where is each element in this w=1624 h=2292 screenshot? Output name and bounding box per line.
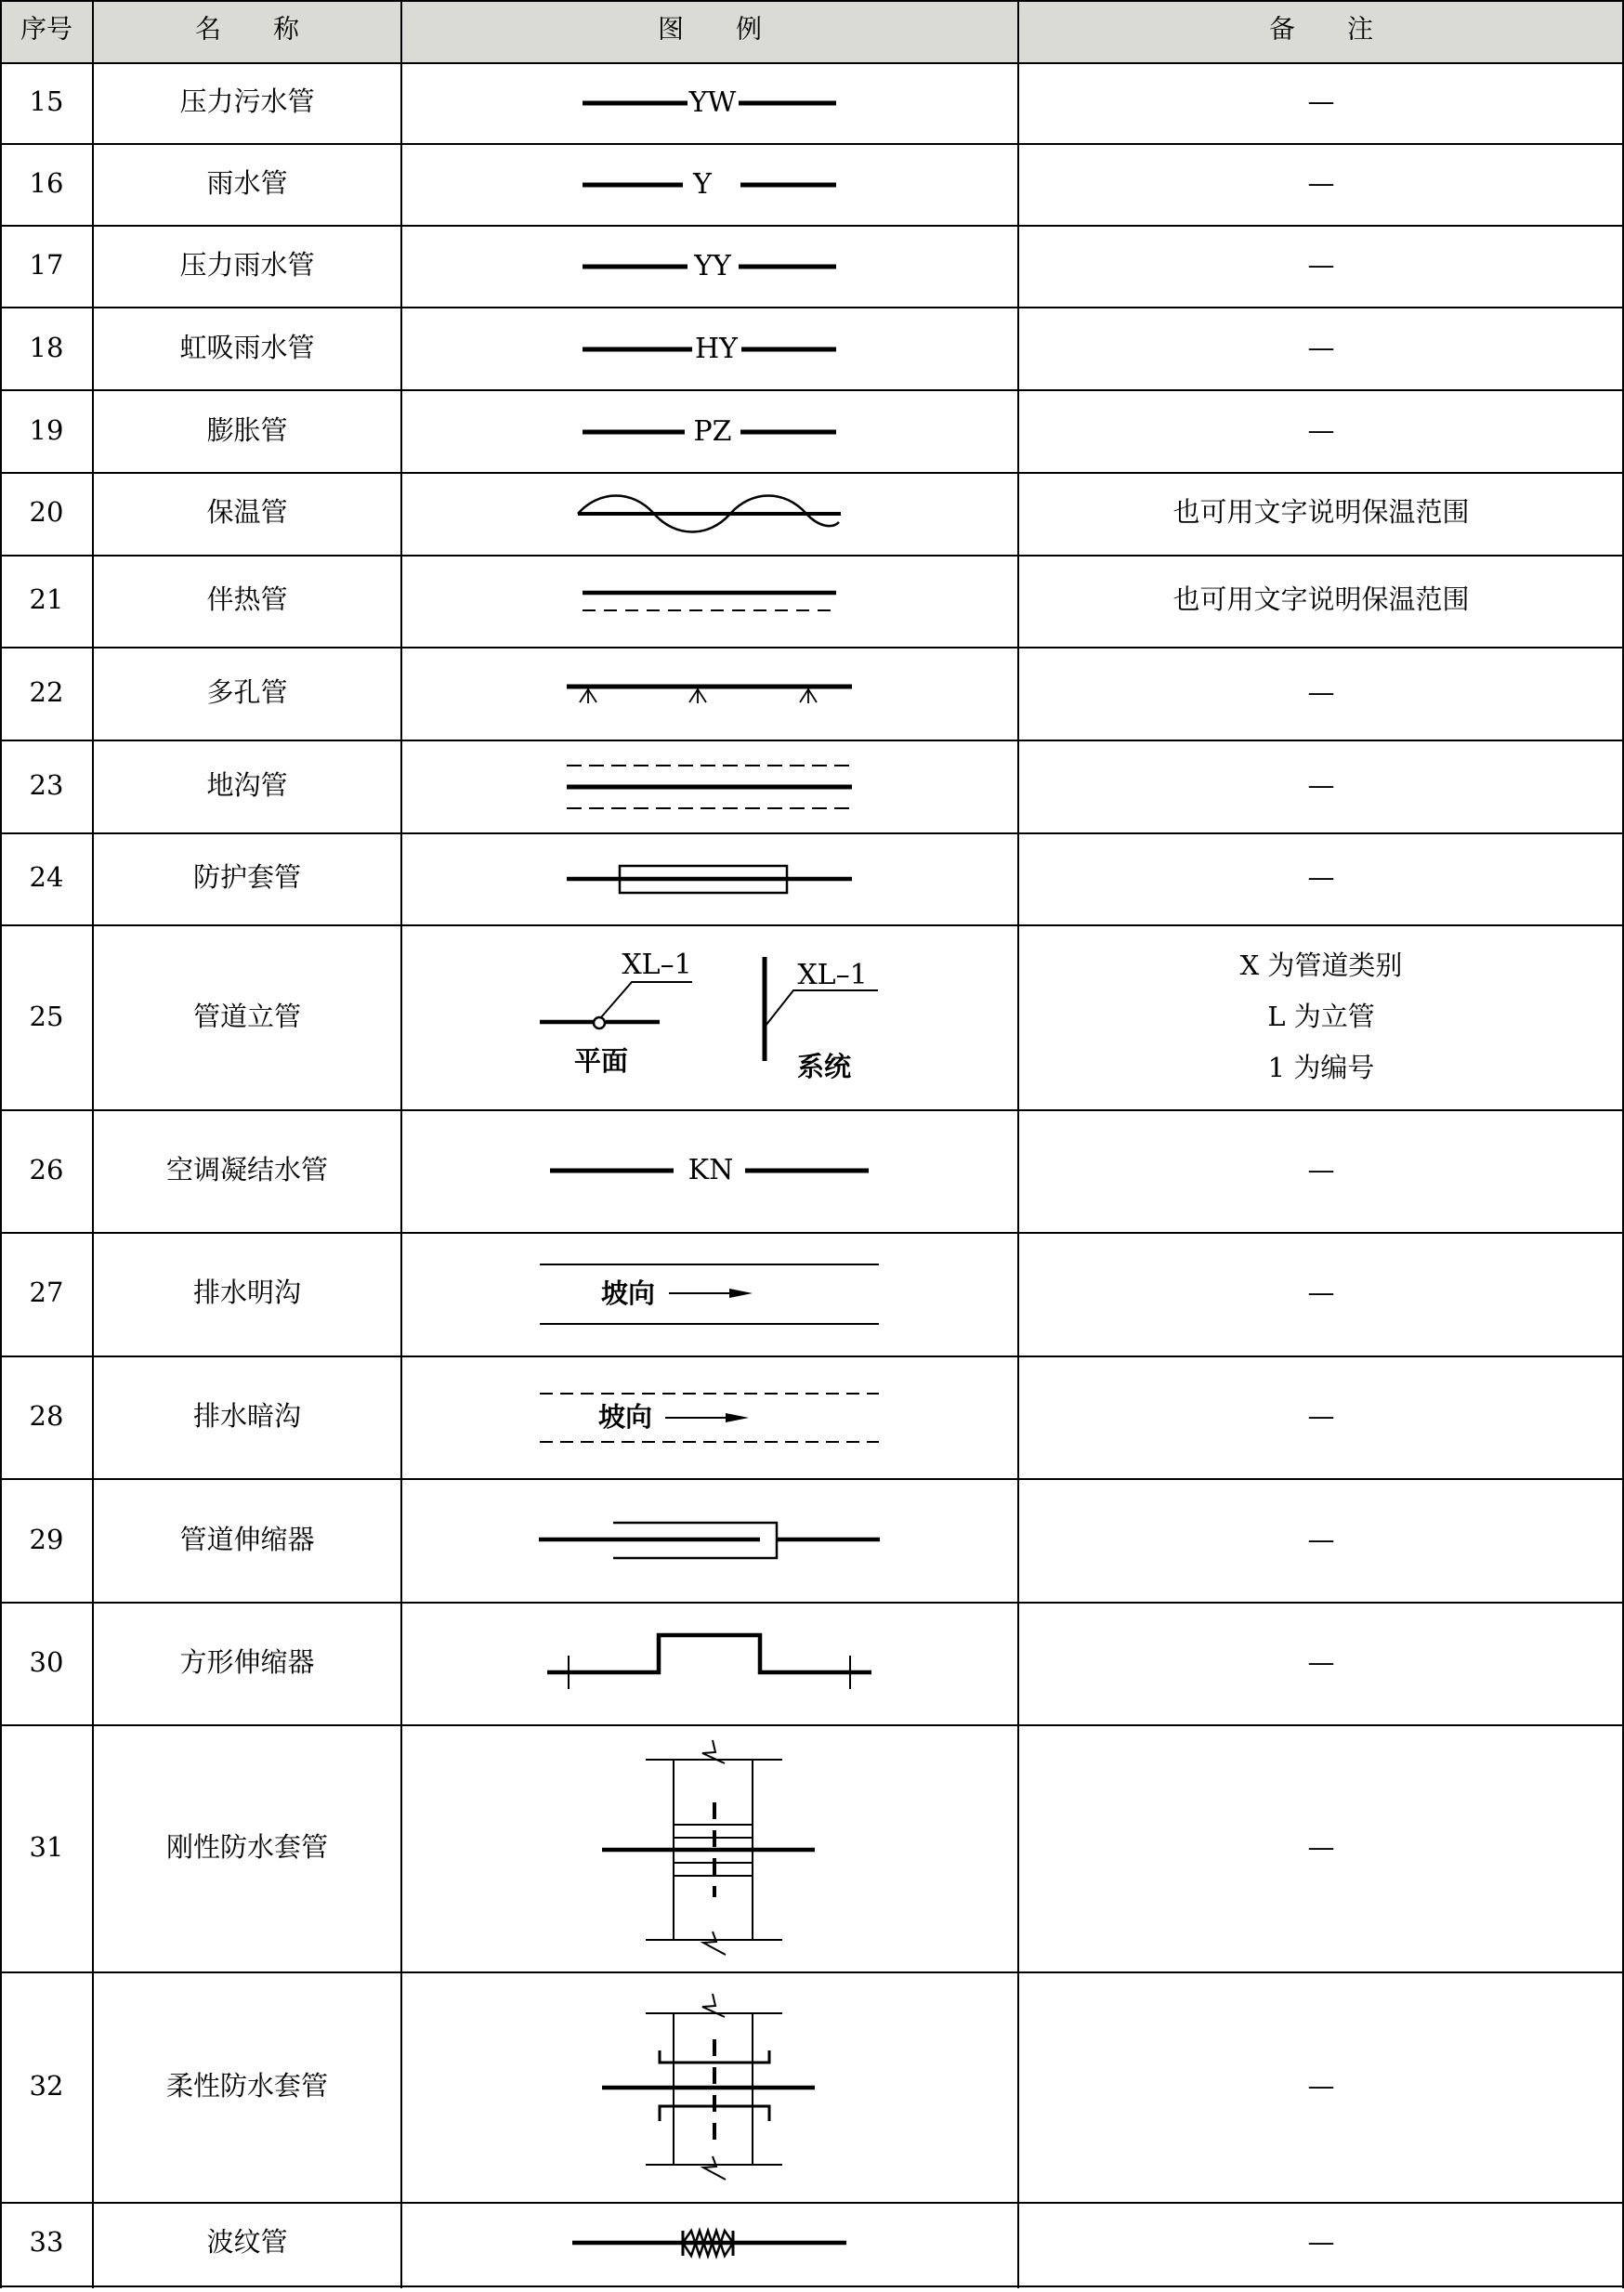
row-30-no: 30 bbox=[29, 1646, 64, 1678]
row-27-remark: — bbox=[1307, 1277, 1335, 1308]
symbol-caption-plan: 平面 bbox=[573, 1045, 629, 1077]
row-28-remark: — bbox=[1307, 1400, 1335, 1432]
row-23-name: 地沟管 bbox=[206, 769, 288, 801]
row-16-name: 雨水管 bbox=[206, 167, 288, 199]
row-30-remark: — bbox=[1307, 1646, 1335, 1678]
symbol-open-drain bbox=[540, 1264, 879, 1324]
symbol-heat-traced-pipe bbox=[583, 593, 836, 610]
symbol-label-hy: HY bbox=[695, 333, 738, 365]
row-25-name: 管道立管 bbox=[192, 1001, 302, 1032]
row-21-name: 伴热管 bbox=[206, 583, 288, 615]
row-30-name: 方形伸缩器 bbox=[179, 1646, 315, 1678]
row-28-no: 28 bbox=[29, 1400, 64, 1432]
row-25-remark-line-3: 1 为编号 bbox=[1267, 1052, 1375, 1083]
row-27-no: 27 bbox=[29, 1277, 64, 1308]
symbol-label-plan-tag: XL–1 bbox=[622, 949, 692, 981]
row-26-remark: — bbox=[1307, 1154, 1335, 1185]
symbol-pipe-expansion-joint bbox=[539, 1522, 880, 1559]
symbol-rainwater-pipe bbox=[583, 168, 836, 201]
row-17-name: 压力雨水管 bbox=[179, 249, 315, 281]
header-remark: 备 注 bbox=[1268, 13, 1374, 45]
row-27-name: 排水明沟 bbox=[192, 1277, 302, 1308]
symbol-flexible-waterproof-sleeve bbox=[602, 1994, 815, 2180]
symbol-square-expansion-joint bbox=[547, 1635, 871, 1689]
row-31-name: 刚性防水套管 bbox=[165, 1831, 329, 1863]
row-29-remark: — bbox=[1307, 1524, 1335, 1555]
symbol-label-y: Y bbox=[693, 168, 712, 201]
row-32-no: 32 bbox=[29, 2070, 64, 2102]
header-legend: 图 例 bbox=[657, 13, 763, 45]
row-18-name: 虹吸雨水管 bbox=[179, 332, 315, 363]
row-25-remark-line-1: X 为管道类别 bbox=[1239, 950, 1403, 981]
symbol-condensate-pipe bbox=[550, 1154, 869, 1186]
row-15-no: 15 bbox=[29, 85, 64, 117]
row-20-remark: 也可用文字说明保温范围 bbox=[1172, 496, 1470, 528]
row-19-no: 19 bbox=[29, 414, 64, 446]
header-name: 名 称 bbox=[194, 13, 300, 45]
row-24-remark: — bbox=[1307, 861, 1335, 893]
row-25-remark-line-2: L 为立管 bbox=[1267, 1001, 1375, 1032]
symbol-riser-system bbox=[765, 957, 878, 1082]
symbol-label-yw: YW bbox=[688, 86, 737, 119]
symbol-corrugated-pipe bbox=[572, 2231, 846, 2256]
symbol-expansion-pipe bbox=[583, 415, 836, 448]
row-31-no: 31 bbox=[29, 1831, 64, 1863]
row-24-name: 防护套管 bbox=[192, 861, 302, 893]
row-33-name: 波纹管 bbox=[206, 2226, 288, 2258]
row-22-no: 22 bbox=[29, 676, 64, 708]
row-21-remark: 也可用文字说明保温范围 bbox=[1172, 583, 1470, 615]
row-25-no: 25 bbox=[29, 1001, 64, 1032]
row-32-remark: — bbox=[1307, 2070, 1335, 2102]
row-32-name: 柔性防水套管 bbox=[165, 2070, 329, 2102]
row-33-remark: — bbox=[1307, 2226, 1335, 2258]
header-no: 序号 bbox=[20, 13, 73, 45]
row-19-name: 膨胀管 bbox=[206, 414, 288, 446]
symbol-perforated-pipe bbox=[567, 687, 852, 703]
symbol-label-kn: KN bbox=[688, 1154, 734, 1186]
row-26-no: 26 bbox=[29, 1154, 64, 1185]
symbol-siphon-rainwater bbox=[583, 333, 836, 365]
symbol-riser-plan bbox=[540, 949, 692, 1077]
row-22-name: 多孔管 bbox=[206, 676, 288, 708]
row-17-remark: — bbox=[1307, 249, 1335, 281]
row-24-no: 24 bbox=[29, 861, 64, 893]
symbol-label-pz: PZ bbox=[693, 415, 732, 448]
row-21-no: 21 bbox=[29, 583, 64, 615]
row-33-no: 33 bbox=[29, 2226, 64, 2258]
symbol-insulated-pipe bbox=[578, 496, 841, 532]
symbol-label-yy: YY bbox=[694, 250, 731, 282]
row-19-remark: — bbox=[1307, 414, 1335, 446]
row-17-no: 17 bbox=[29, 249, 64, 281]
symbol-label-system-tag: XL–1 bbox=[797, 959, 868, 991]
row-29-name: 管道伸缩器 bbox=[179, 1524, 315, 1555]
row-18-no: 18 bbox=[29, 332, 64, 363]
row-23-no: 23 bbox=[29, 769, 64, 801]
row-31-remark: — bbox=[1307, 1831, 1335, 1863]
row-29-no: 29 bbox=[29, 1524, 64, 1555]
row-20-no: 20 bbox=[29, 496, 64, 528]
row-23-remark: — bbox=[1307, 769, 1335, 801]
symbol-covered-drain bbox=[540, 1394, 879, 1442]
row-18-remark: — bbox=[1307, 332, 1335, 363]
row-16-no: 16 bbox=[29, 167, 64, 199]
symbol-protective-casing bbox=[567, 866, 852, 893]
symbol-label-slope-open: 坡向 bbox=[600, 1277, 656, 1309]
row-28-name: 排水暗沟 bbox=[192, 1400, 302, 1432]
symbol-pressure-sewer bbox=[583, 86, 836, 119]
symbol-rigid-waterproof-sleeve bbox=[602, 1740, 815, 1955]
row-15-name: 压力污水管 bbox=[179, 85, 315, 117]
row-22-remark: — bbox=[1307, 676, 1335, 708]
symbol-label-slope-covered: 坡向 bbox=[597, 1401, 653, 1433]
row-26-name: 空调凝结水管 bbox=[165, 1154, 329, 1185]
row-15-remark: — bbox=[1307, 85, 1335, 117]
symbol-caption-system: 系统 bbox=[796, 1051, 852, 1082]
row-20-name: 保温管 bbox=[206, 496, 288, 528]
symbol-pressure-rainwater bbox=[583, 250, 836, 282]
symbol-trench-pipe bbox=[567, 766, 852, 808]
row-16-remark: — bbox=[1307, 167, 1335, 199]
